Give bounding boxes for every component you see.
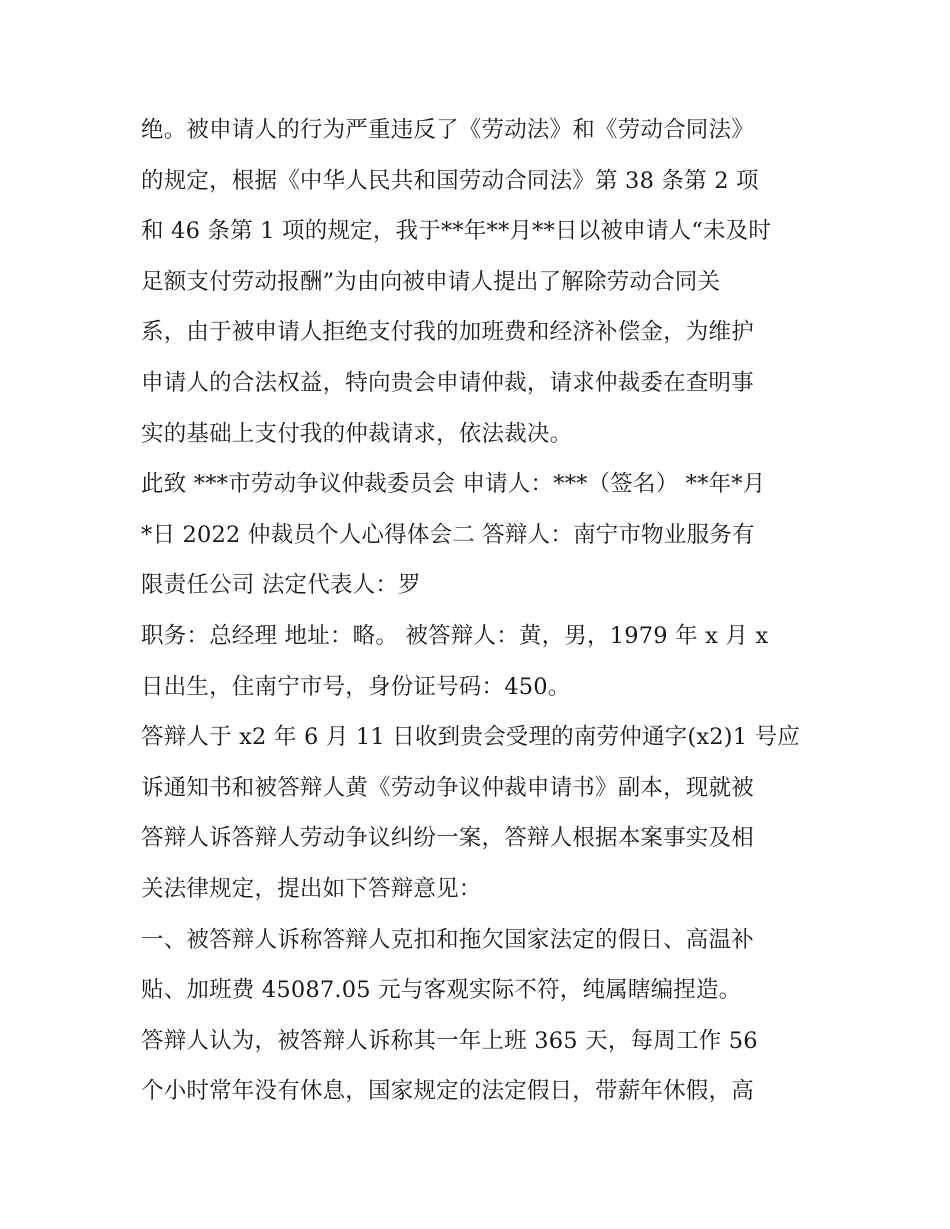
text-line: 职务：总经理 地址：略。 被答辩人：黄，男，1979 年 x 月 x [141, 622, 769, 649]
text-line: 实的基础上支付我的仲裁请求，依法裁决。 [141, 420, 573, 447]
text-line: 此致 ***市劳动争议仲裁委员会 申请人：***（签名） **年*月 [141, 471, 766, 498]
text-line: 一、被答辩人诉称答辩人克扣和拖欠国家法定的假日、高温补 [141, 926, 754, 953]
text-line: 和 46 条第 1 项的规定，我于**年**月**日以被申请人“未及时 [141, 218, 772, 245]
text-line: 足额支付劳动报酬”为由向被申请人提出了解除劳动合同关 [141, 268, 721, 295]
text-line: 日出生，住南宁市号，身份证号码：450。 [141, 673, 571, 700]
text-line: 诉通知书和被答辩人黄《劳动争议仲裁申请书》副本，现就被 [141, 774, 754, 801]
document-body [141, 105, 821, 1117]
text-line: 绝。被申请人的行为严重违反了《劳动法》和《劳动合同法》 [141, 117, 754, 143]
text-line: *日 2022 仲裁员个人心得体会二 答辩人：南宁市物业服务有 [141, 521, 755, 548]
text-line: 申请人的合法权益，特向贵会申请仲裁，请求仲裁委在查明事 [141, 369, 754, 396]
text-line: 关法律规定，提出如下答辩意见： [141, 875, 482, 902]
text-line: 的规定，根据《中华人民共和国劳动合同法》第 38 条第 2 项 [141, 167, 759, 194]
text-line: 系，由于被申请人拒绝支付我的加班费和经济补偿金，为维护 [141, 319, 754, 346]
text-line: 个小时常年没有休息，国家规定的法定假日，带薪年休假，高 [141, 1078, 754, 1105]
text-line: 答辩人于 x2 年 6 月 11 日收到贵会受理的南劳仲通字(x2)1 号应 [141, 724, 800, 751]
text-line: 答辩人认为，被答辩人诉称其一年上班 365 天，每周工作 56 [141, 1027, 758, 1054]
text-line: 贴、加班费 45087.05 元与客观实际不符，纯属瞎编捏造。 [141, 977, 742, 1004]
text-line: 限责任公司 法定代表人：罗 [141, 572, 421, 599]
text-line: 答辩人诉答辩人劳动争议纠纷一案，答辩人根据本案事实及相 [141, 825, 754, 852]
